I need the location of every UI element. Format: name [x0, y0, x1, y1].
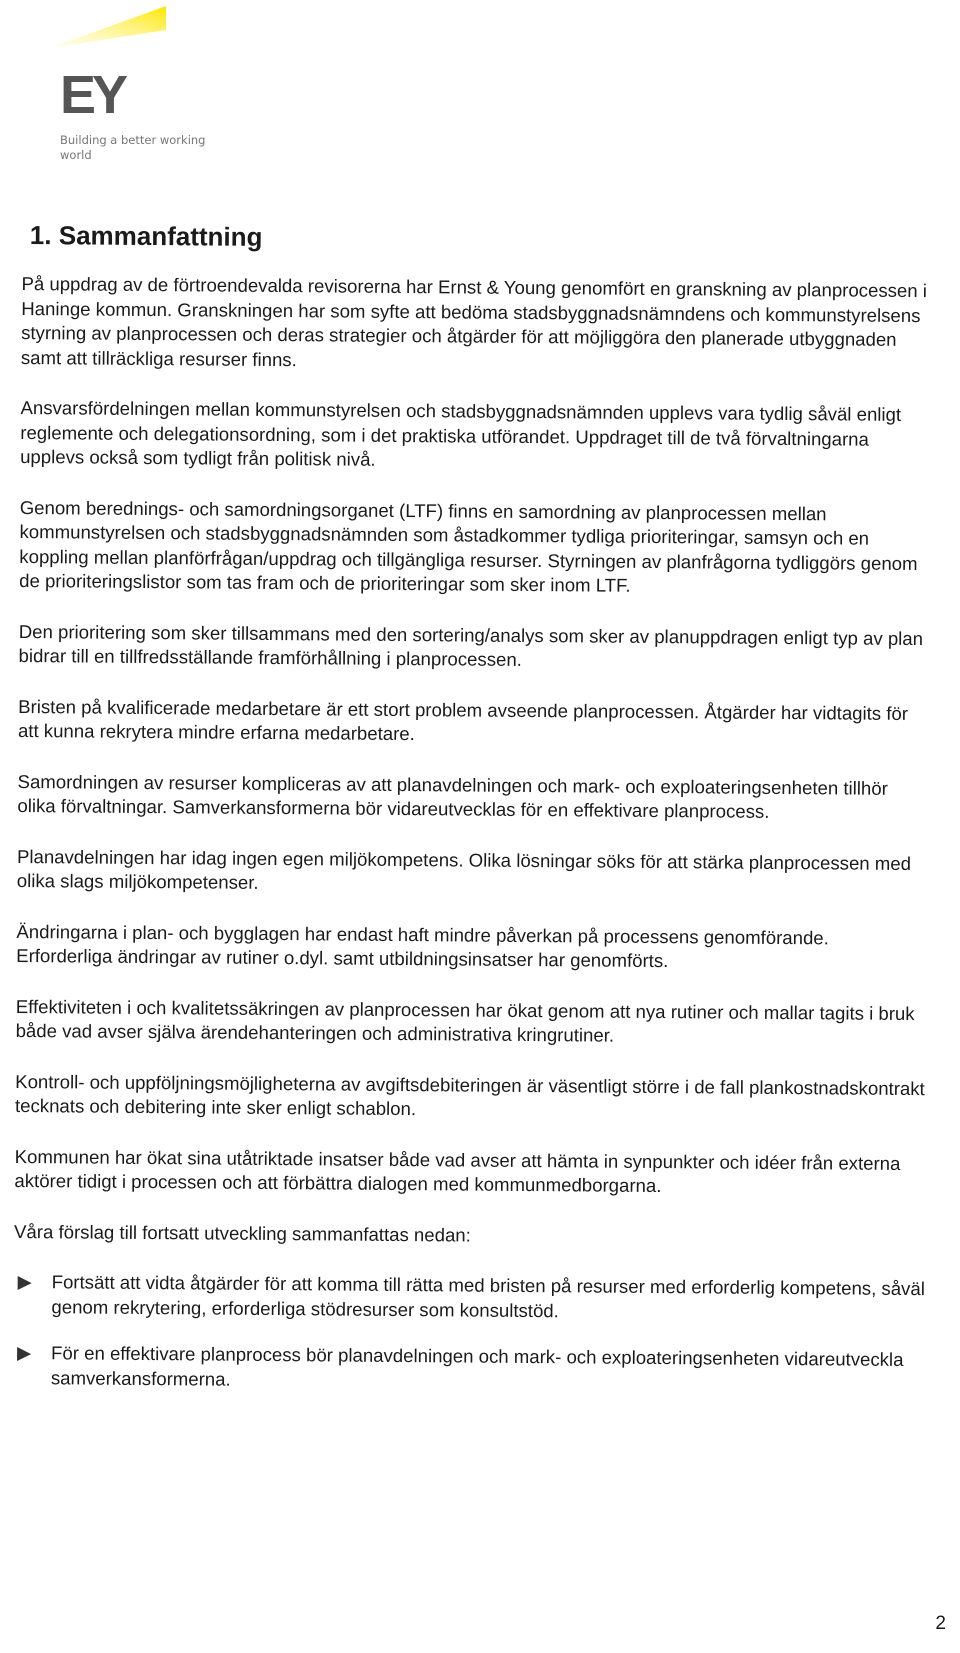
- paragraph: Planavdelningen har idag ingen egen miljökompetens. Olika lösningar söks för att stärka planprocessen med olika slags miljökompetenser.: [16, 845, 912, 893]
- paragraph: På uppdrag av de förtroendevalda revisorerna har Ernst & Young genomfört en granskning av planprocessen i Haninge kommun. Granskningen har som syfte att bedöma stadsbyggnadsnämndens och kommunstyrelsens styrning av planprocessen och deras strategier och åtgärder för att möjliggöra den planerade utbyggnaden samt att tillräckliga resurser finns.: [20, 272, 928, 370]
- section-title: Sammanfattning: [58, 220, 263, 252]
- paragraph: Kontroll- och uppföljningsmöjligheterna av avgiftsdebiteringen är väsentligt större i de fall plankostnadskontrakt tecknats och debitering inte sker enligt schablon.: [14, 1070, 925, 1120]
- section-heading: [30, 220, 934, 257]
- paragraph: Ändringarna i plan- och bygglagen har endast haft mindre påverkan på processens genomförande. Erforderliga ändringar av rutiner o.dyl. samt utbildningsinsatser har genomförts.: [16, 920, 829, 972]
- paragraph: Den prioritering som sker tillsammans med den sortering/analys som sker av planuppdragen enligt typ av plan bidrar till en tillfredsställande framförhållning i planprocessen.: [18, 620, 924, 670]
- ey-logo: [30, 0, 206, 170]
- paragraph: Effektiviteten i och kvalitetssäkringen av planprocessen har ökat genom att nya rutiner och mallar tagits i bruk både vad avser själva ärendehanteringen och administrativa kringrutiner.: [15, 995, 915, 1046]
- page-number: 2: [935, 1613, 946, 1634]
- paragraph: Kommunen har ökat sina utåtriktade insatser både vad avser att hämta in synpunkter och idéer från externa aktörer tidigt i processen och att förbättra dialogen med kommunmedborgarna.: [14, 1145, 901, 1197]
- proposal-text: För en effektivare planprocess bör planavdelningen och mark- och exploateringsenheten vidareutveckla samverkansformerna.: [50, 1342, 904, 1390]
- logo-tagline: Building a better working world: [60, 133, 206, 162]
- proposals-intro: Våra förslag till fortsatt utveckling sammanfattas nedan:: [13, 1220, 471, 1246]
- bullet-arrow-icon: [18, 1276, 32, 1290]
- proposals-list: [13, 1270, 926, 1397]
- paragraph: Genom berednings- och samordningsorganet (LTF) finns en samordning av planprocessen mellan kommunstyrelsen och stadsbyggnadsnämnden som åstadkommer tydliga prioriteringar, samsyn och en koppling mellan planförfrågan/uppdrag och tillgängliga resurser. Styrningen av planfrågorna tydliggörs genom de prioriteringslistor som tas fram och de prioriteringar som sker inom LTF.: [19, 496, 918, 596]
- paragraph: Samordningen av resurser kompliceras av att planavdelningen och mark- och exploateringsenheten tillhör olika förvaltningar. Samverkansformerna bör vidareutvecklas för en effektivare planprocess.: [17, 770, 888, 822]
- paragraph: Ansvarsfördelningen mellan kommunstyrelsen och stadsbyggnadsnämnden upplevs vara tydlig såväl enligt reglemente och delegationsordning, som i det praktiska utförandet. Uppdraget till de två förvaltningarna upplevs också som tydligt från politisk nivå.: [20, 396, 902, 470]
- section-number: 1.: [29, 220, 52, 251]
- list-item: [13, 1270, 925, 1326]
- proposal-text: Fortsätt att vidta åtgärder för att komma till rätta med bristen på resurser med erforderlig kompetens, såväl genom rekrytering, erforderliga stödresurser som konsultstöd.: [51, 1271, 925, 1321]
- logo-wordmark: EY: [60, 65, 125, 125]
- logo-beam-icon: [30, 0, 190, 70]
- list-item: [13, 1341, 925, 1397]
- paragraph: Bristen på kvalificerade medarbetare är ett stort problem avseende planprocessen. Åtgärder har vidtagits för att kunna rekrytera mindre erfarna medarbetare.: [17, 695, 909, 745]
- bullet-arrow-icon: [17, 1347, 31, 1361]
- document-body: [13, 220, 934, 1419]
